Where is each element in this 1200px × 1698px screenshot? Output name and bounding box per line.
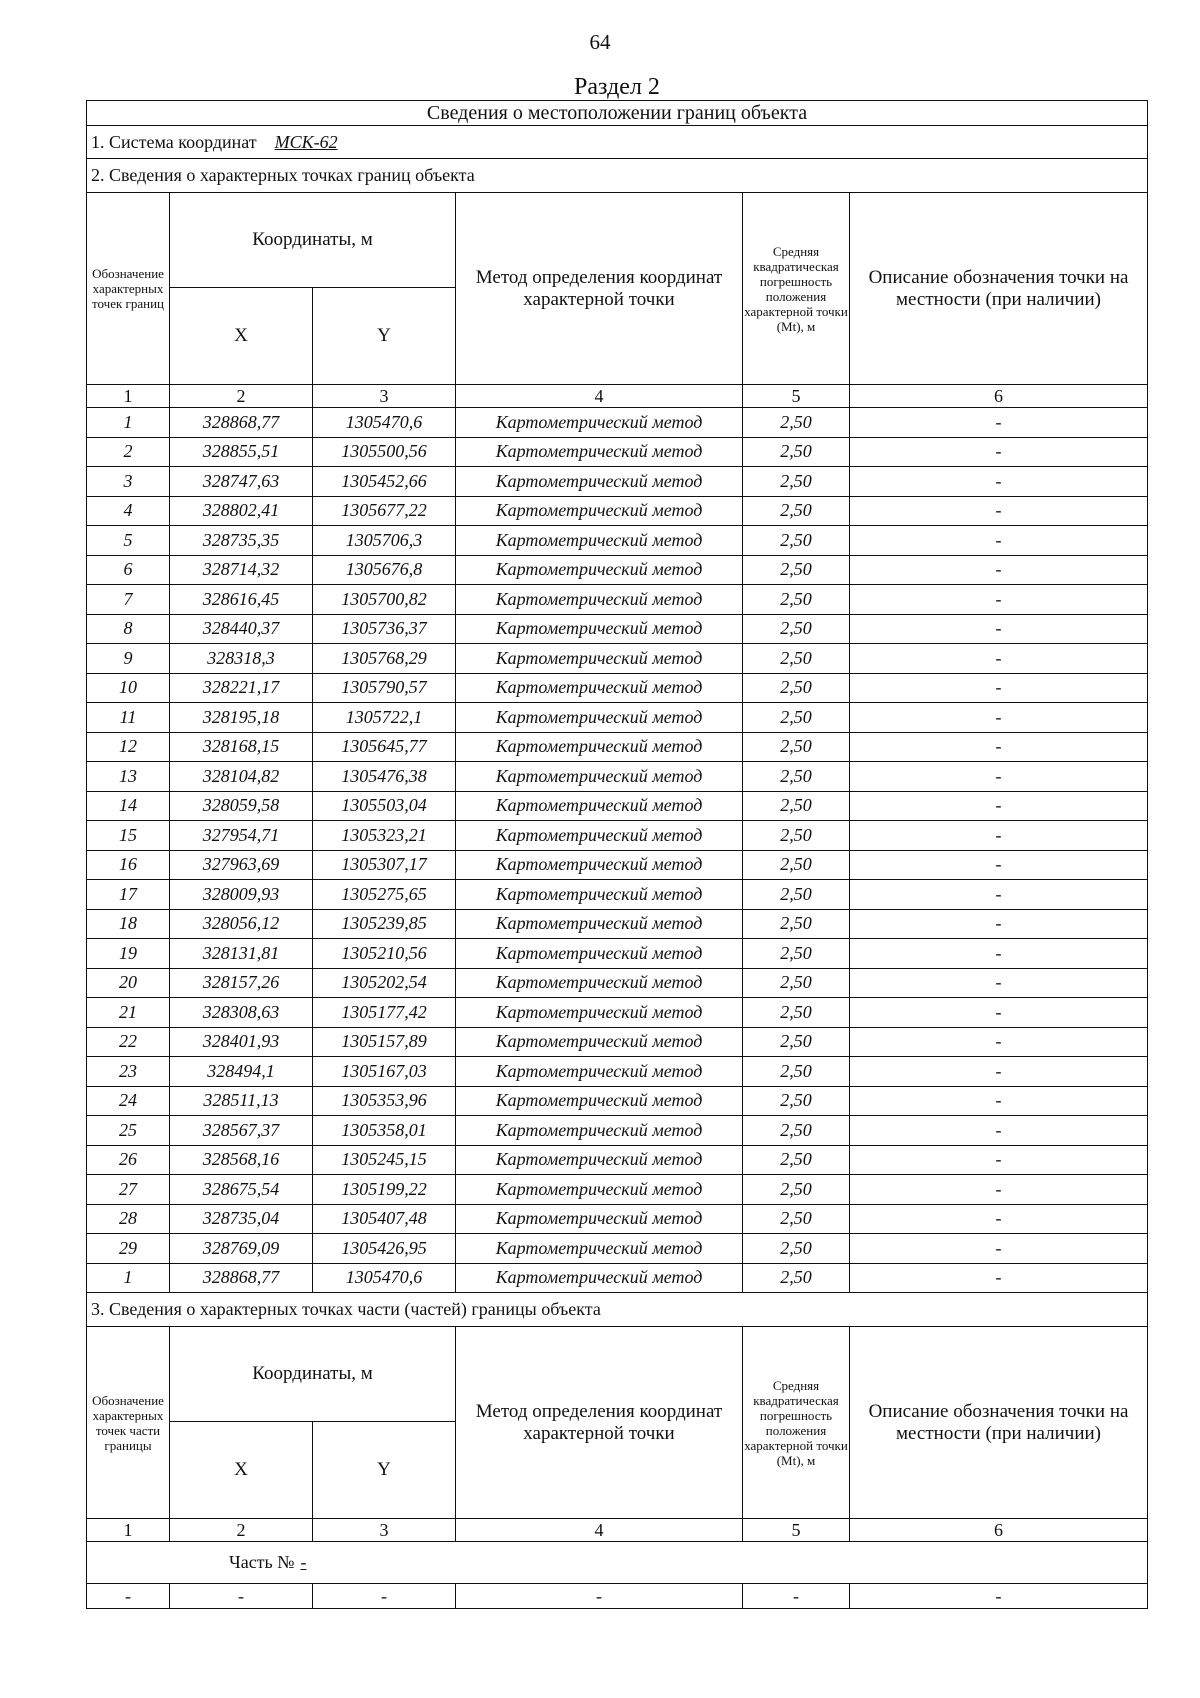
description: - <box>850 614 1148 644</box>
page-number: 64 <box>589 30 611 54</box>
method: Картометрический метод <box>456 614 743 644</box>
coord-y: 1305677,22 <box>313 496 456 526</box>
coord-y: 1305358,01 <box>313 1116 456 1146</box>
coord-x: 328802,41 <box>170 496 313 526</box>
table-title: Сведения о местоположении границ объекта <box>87 101 1148 126</box>
table-row <box>87 703 1148 733</box>
col-number: 3 <box>313 385 456 408</box>
coord-y: 1305503,04 <box>313 791 456 821</box>
section3-column-numbers <box>87 1519 1148 1542</box>
coord-x: 328567,37 <box>170 1116 313 1146</box>
error-value: 2,50 <box>743 821 850 851</box>
coord-y: 1305700,82 <box>313 585 456 615</box>
point-number: 9 <box>87 644 170 674</box>
coord-y: 1305500,56 <box>313 437 456 467</box>
method: Картометрический метод <box>456 791 743 821</box>
coord-y: 1305645,77 <box>313 732 456 762</box>
error-value: 2,50 <box>743 703 850 733</box>
header-coordinates: Координаты, м <box>170 193 456 288</box>
point-number: 25 <box>87 1116 170 1146</box>
coord-y: 1305706,3 <box>313 526 456 556</box>
coord-y: 1305177,42 <box>313 998 456 1028</box>
empty-cell: - <box>87 1584 170 1609</box>
point-number: 13 <box>87 762 170 792</box>
point-number: 26 <box>87 1145 170 1175</box>
error-value: 2,50 <box>743 762 850 792</box>
description: - <box>850 703 1148 733</box>
description: - <box>850 1145 1148 1175</box>
table-row <box>87 1145 1148 1175</box>
coord-x: 328855,51 <box>170 437 313 467</box>
section3-heading-row <box>87 1293 1148 1327</box>
point-number: 28 <box>87 1204 170 1234</box>
error-value: 2,50 <box>743 850 850 880</box>
coord-x: 328308,63 <box>170 998 313 1028</box>
coord-x: 328735,04 <box>170 1204 313 1234</box>
error-value: 2,50 <box>743 1027 850 1057</box>
method: Картометрический метод <box>456 732 743 762</box>
method: Картометрический метод <box>456 644 743 674</box>
coord-y: 1305353,96 <box>313 1086 456 1116</box>
error-value: 2,50 <box>743 1175 850 1205</box>
error-value: 2,50 <box>743 673 850 703</box>
coord-y: 1305790,57 <box>313 673 456 703</box>
section2-header-row <box>87 193 1148 288</box>
description: - <box>850 1175 1148 1205</box>
empty-cell: - <box>170 1584 313 1609</box>
table-row <box>87 467 1148 497</box>
point-number: 16 <box>87 850 170 880</box>
description: - <box>850 644 1148 674</box>
coord-y: 1305199,22 <box>313 1175 456 1205</box>
table-row <box>87 1027 1148 1057</box>
table-row <box>87 998 1148 1028</box>
section2-rows <box>87 408 1148 1293</box>
method: Картометрический метод <box>456 850 743 880</box>
point-number: 3 <box>87 467 170 497</box>
method: Картометрический метод <box>456 821 743 851</box>
coord-y: 1305239,85 <box>313 909 456 939</box>
coord-y: 1305245,15 <box>313 1145 456 1175</box>
table-row <box>87 968 1148 998</box>
header-point-designation: Обозначение характерных точек границ <box>87 193 170 385</box>
point-number: 23 <box>87 1057 170 1087</box>
coord-x: 328440,37 <box>170 614 313 644</box>
table-row <box>87 496 1148 526</box>
error-value: 2,50 <box>743 1057 850 1087</box>
header-y: Y <box>313 288 456 385</box>
point-number: 17 <box>87 880 170 910</box>
section3-heading: 3. Сведения о характерных точках части (частей) границы объекта <box>87 1293 1148 1327</box>
empty-cell: - <box>743 1584 850 1609</box>
method: Картометрический метод <box>456 1027 743 1057</box>
header-x: X <box>170 288 313 385</box>
description: - <box>850 1263 1148 1293</box>
table-row <box>87 585 1148 615</box>
error-value: 2,50 <box>743 437 850 467</box>
header-y: Y <box>313 1422 456 1519</box>
method: Картометрический метод <box>456 437 743 467</box>
coord-y: 1305470,6 <box>313 408 456 438</box>
coord-x: 328009,93 <box>170 880 313 910</box>
table-row <box>87 437 1148 467</box>
coord-x: 328511,13 <box>170 1086 313 1116</box>
method: Картометрический метод <box>456 968 743 998</box>
table-row <box>87 1086 1148 1116</box>
point-number: 10 <box>87 673 170 703</box>
coord-x: 328868,77 <box>170 408 313 438</box>
method: Картометрический метод <box>456 703 743 733</box>
method: Картометрический метод <box>456 1175 743 1205</box>
coord-x: 328195,18 <box>170 703 313 733</box>
coord-x: 328735,35 <box>170 526 313 556</box>
error-value: 2,50 <box>743 1204 850 1234</box>
point-number: 29 <box>87 1234 170 1264</box>
empty-cell: - <box>313 1584 456 1609</box>
description: - <box>850 555 1148 585</box>
coord-x: 328059,58 <box>170 791 313 821</box>
coord-y: 1305722,1 <box>313 703 456 733</box>
description: - <box>850 1234 1148 1264</box>
table-row <box>87 850 1148 880</box>
coord-x: 328868,77 <box>170 1263 313 1293</box>
point-number: 20 <box>87 968 170 998</box>
table-row <box>87 732 1148 762</box>
point-number: 1 <box>87 408 170 438</box>
header-part-point-designation: Обозначение характерных точек части границы <box>87 1327 170 1519</box>
coord-y: 1305323,21 <box>313 821 456 851</box>
error-value: 2,50 <box>743 614 850 644</box>
coord-y: 1305736,37 <box>313 614 456 644</box>
coord-y: 1305470,6 <box>313 1263 456 1293</box>
error-value: 2,50 <box>743 526 850 556</box>
point-number: 12 <box>87 732 170 762</box>
table-row <box>87 1116 1148 1146</box>
table-row <box>87 1263 1148 1293</box>
coord-x: 328747,63 <box>170 467 313 497</box>
description: - <box>850 939 1148 969</box>
header-x: X <box>170 1422 313 1519</box>
coord-x: 328131,81 <box>170 939 313 969</box>
coord-x: 327963,69 <box>170 850 313 880</box>
header-method: Метод определения координат характерной точки <box>456 1327 743 1519</box>
error-value: 2,50 <box>743 1116 850 1146</box>
table-row <box>87 526 1148 556</box>
coord-y: 1305157,89 <box>313 1027 456 1057</box>
error-value: 2,50 <box>743 1145 850 1175</box>
description: - <box>850 408 1148 438</box>
error-value: 2,50 <box>743 496 850 526</box>
section-title: Раздел 2 <box>574 74 660 100</box>
coord-system-value: МСК-62 <box>274 131 338 152</box>
description: - <box>850 998 1148 1028</box>
header-description: Описание обозначения точки на местности (при наличии) <box>850 193 1148 385</box>
description: - <box>850 526 1148 556</box>
table-row <box>87 614 1148 644</box>
description: - <box>850 821 1148 851</box>
point-number: 4 <box>87 496 170 526</box>
error-value: 2,50 <box>743 585 850 615</box>
coord-y: 1305275,65 <box>313 880 456 910</box>
method: Картометрический метод <box>456 555 743 585</box>
error-value: 2,50 <box>743 644 850 674</box>
method: Картометрический метод <box>456 1234 743 1264</box>
method: Картометрический метод <box>456 1145 743 1175</box>
coord-y: 1305452,66 <box>313 467 456 497</box>
method: Картометрический метод <box>456 526 743 556</box>
header-description: Описание обозначения точки на местности (при наличии) <box>850 1327 1148 1519</box>
table-row <box>87 644 1148 674</box>
method: Картометрический метод <box>456 939 743 969</box>
section2-heading: 2. Сведения о характерных точках границ объекта <box>87 159 1148 193</box>
description: - <box>850 850 1148 880</box>
header-error: Средняя квадратическая погрешность положения характерной точки (Mt), м <box>743 193 850 385</box>
table-row <box>87 673 1148 703</box>
header-error: Средняя квадратическая погрешность положения характерной точки (Mt), м <box>743 1327 850 1519</box>
description: - <box>850 791 1148 821</box>
error-value: 2,50 <box>743 467 850 497</box>
coord-x: 327954,71 <box>170 821 313 851</box>
coord-x: 328769,09 <box>170 1234 313 1264</box>
table-row <box>87 762 1148 792</box>
header-method: Метод определения координат характерной точки <box>456 193 743 385</box>
coord-system-cell <box>87 126 1148 159</box>
method: Картометрический метод <box>456 408 743 438</box>
point-number: 14 <box>87 791 170 821</box>
description: - <box>850 585 1148 615</box>
point-number: 5 <box>87 526 170 556</box>
coord-y: 1305307,17 <box>313 850 456 880</box>
col-number: 5 <box>743 1519 850 1542</box>
point-number: 8 <box>87 614 170 644</box>
method: Картометрический метод <box>456 1057 743 1087</box>
coord-x: 328675,54 <box>170 1175 313 1205</box>
description: - <box>850 1204 1148 1234</box>
error-value: 2,50 <box>743 909 850 939</box>
coord-x: 328056,12 <box>170 909 313 939</box>
method: Картометрический метод <box>456 585 743 615</box>
point-number: 19 <box>87 939 170 969</box>
method: Картометрический метод <box>456 1116 743 1146</box>
description: - <box>850 1027 1148 1057</box>
coord-system-row <box>87 126 1148 159</box>
coord-x: 328616,45 <box>170 585 313 615</box>
error-value: 2,50 <box>743 1234 850 1264</box>
coord-y: 1305768,29 <box>313 644 456 674</box>
section2-heading-row <box>87 159 1148 193</box>
table-row <box>87 939 1148 969</box>
section3-empty-row <box>87 1584 1148 1609</box>
description: - <box>850 673 1148 703</box>
coord-y: 1305202,54 <box>313 968 456 998</box>
error-value: 2,50 <box>743 791 850 821</box>
col-number: 2 <box>170 385 313 408</box>
coord-y: 1305476,38 <box>313 762 456 792</box>
boundary-table <box>86 100 1148 1609</box>
point-number: 7 <box>87 585 170 615</box>
method: Картометрический метод <box>456 467 743 497</box>
error-value: 2,50 <box>743 998 850 1028</box>
point-number: 11 <box>87 703 170 733</box>
description: - <box>850 909 1148 939</box>
boundary-table-wrapper <box>86 100 1147 1609</box>
table-row <box>87 1057 1148 1087</box>
point-number: 2 <box>87 437 170 467</box>
error-value: 2,50 <box>743 939 850 969</box>
error-value: 2,50 <box>743 968 850 998</box>
method: Картометрический метод <box>456 1204 743 1234</box>
coord-y: 1305210,56 <box>313 939 456 969</box>
description: - <box>850 968 1148 998</box>
coord-x: 328157,26 <box>170 968 313 998</box>
error-value: 2,50 <box>743 1086 850 1116</box>
part-number-cell <box>87 1542 1148 1584</box>
col-number: 2 <box>170 1519 313 1542</box>
part-number-row <box>87 1542 1148 1584</box>
point-number: 27 <box>87 1175 170 1205</box>
coord-x: 328568,16 <box>170 1145 313 1175</box>
description: - <box>850 732 1148 762</box>
table-row <box>87 1234 1148 1264</box>
empty-cell: - <box>850 1584 1148 1609</box>
error-value: 2,50 <box>743 1263 850 1293</box>
coord-y: 1305407,48 <box>313 1204 456 1234</box>
method: Картометрический метод <box>456 1086 743 1116</box>
coord-x: 328104,82 <box>170 762 313 792</box>
method: Картометрический метод <box>456 880 743 910</box>
table-row <box>87 408 1148 438</box>
col-number: 3 <box>313 1519 456 1542</box>
table-row <box>87 821 1148 851</box>
point-number: 22 <box>87 1027 170 1057</box>
col-number: 6 <box>850 385 1148 408</box>
error-value: 2,50 <box>743 408 850 438</box>
table-row <box>87 1204 1148 1234</box>
table-row <box>87 909 1148 939</box>
section3-header-row <box>87 1327 1148 1422</box>
error-value: 2,50 <box>743 732 850 762</box>
description: - <box>850 496 1148 526</box>
coord-x: 328494,1 <box>170 1057 313 1087</box>
point-number: 15 <box>87 821 170 851</box>
coord-x: 328221,17 <box>170 673 313 703</box>
col-number: 1 <box>87 1519 170 1542</box>
coord-system-label: 1. Система координат <box>91 131 257 152</box>
table-row <box>87 555 1148 585</box>
col-number: 1 <box>87 385 170 408</box>
error-value: 2,50 <box>743 555 850 585</box>
coord-x: 328714,32 <box>170 555 313 585</box>
coord-y: 1305676,8 <box>313 555 456 585</box>
coord-y: 1305426,95 <box>313 1234 456 1264</box>
col-number: 5 <box>743 385 850 408</box>
method: Картометрический метод <box>456 673 743 703</box>
col-number: 4 <box>456 1519 743 1542</box>
coord-y: 1305167,03 <box>313 1057 456 1087</box>
method: Картометрический метод <box>456 909 743 939</box>
description: - <box>850 762 1148 792</box>
description: - <box>850 467 1148 497</box>
coord-x: 328401,93 <box>170 1027 313 1057</box>
description: - <box>850 880 1148 910</box>
point-number: 18 <box>87 909 170 939</box>
method: Картометрический метод <box>456 496 743 526</box>
description: - <box>850 1116 1148 1146</box>
table-title-row <box>87 101 1148 126</box>
coord-x: 328168,15 <box>170 732 313 762</box>
point-number: 6 <box>87 555 170 585</box>
description: - <box>850 437 1148 467</box>
coord-x: 328318,3 <box>170 644 313 674</box>
col-number: 6 <box>850 1519 1148 1542</box>
point-number: 21 <box>87 998 170 1028</box>
method: Картометрический метод <box>456 1263 743 1293</box>
part-number-value: - <box>300 1552 307 1572</box>
table-row <box>87 880 1148 910</box>
table-row <box>87 791 1148 821</box>
col-number: 4 <box>456 385 743 408</box>
description: - <box>850 1057 1148 1087</box>
method: Картометрический метод <box>456 762 743 792</box>
description: - <box>850 1086 1148 1116</box>
empty-cell: - <box>456 1584 743 1609</box>
method: Картометрический метод <box>456 998 743 1028</box>
section2-column-numbers <box>87 385 1148 408</box>
part-number-label: Часть № <box>229 1552 295 1572</box>
error-value: 2,50 <box>743 880 850 910</box>
point-number: 1 <box>87 1263 170 1293</box>
table-row <box>87 1175 1148 1205</box>
point-number: 24 <box>87 1086 170 1116</box>
header-coordinates: Координаты, м <box>170 1327 456 1422</box>
